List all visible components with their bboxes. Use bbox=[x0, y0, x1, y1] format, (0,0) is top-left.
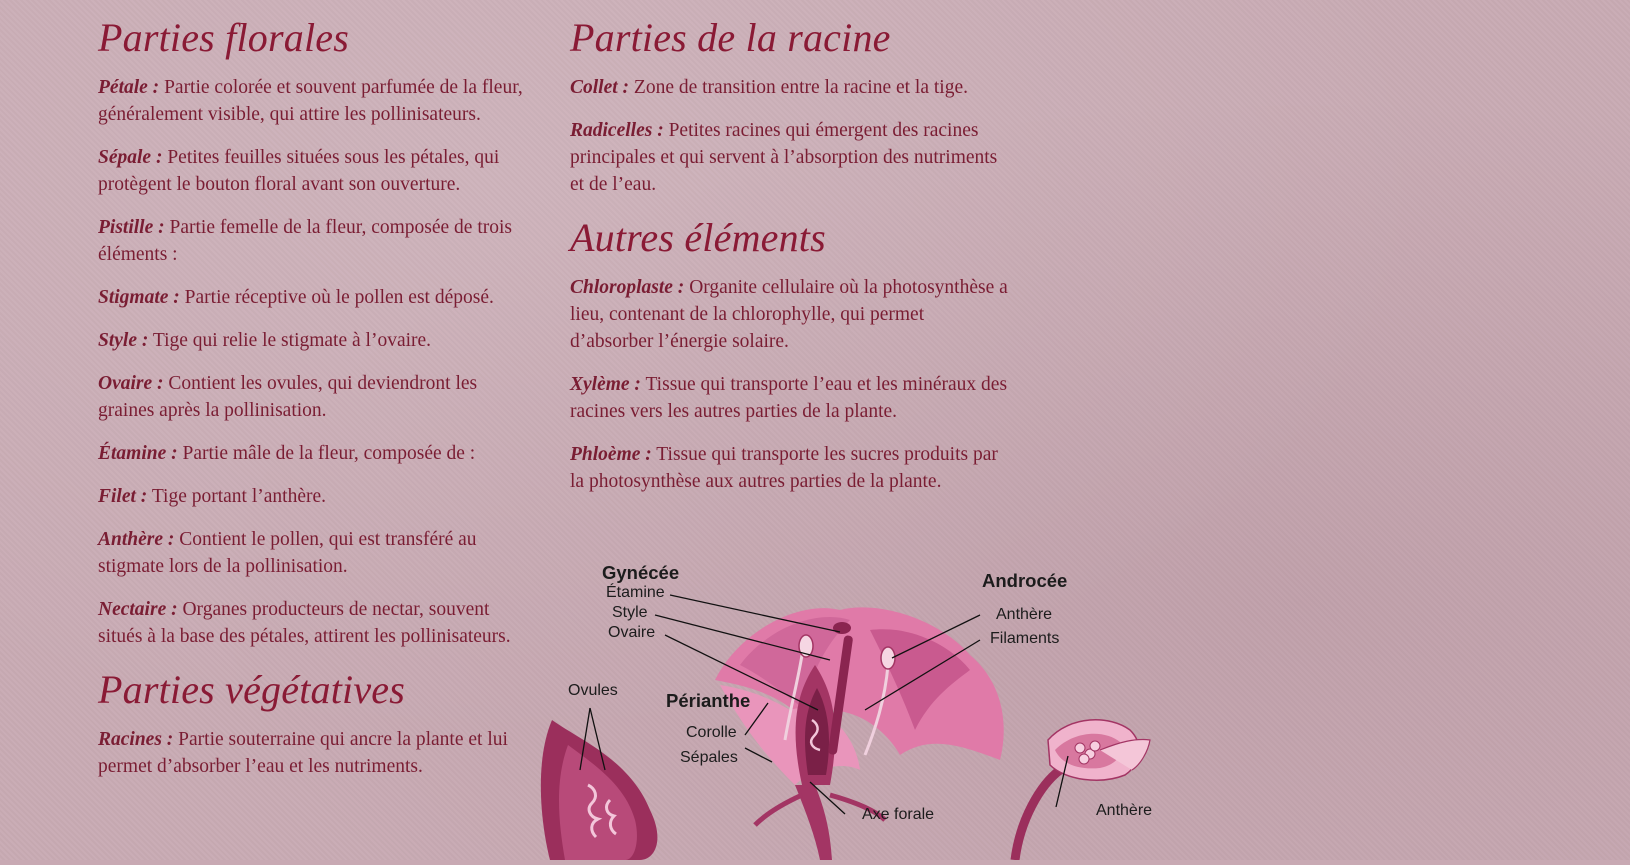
label-axe-florale: Axe forale bbox=[862, 806, 935, 823]
entry-term: Radicelles : bbox=[570, 120, 664, 141]
entry-petale bbox=[98, 74, 528, 128]
middle-column bbox=[570, 14, 1010, 511]
ovary-section-drawing bbox=[541, 720, 658, 860]
label-ovules: Ovules bbox=[568, 682, 618, 699]
entry-text: Tige qui relie le stigmate à l’ovaire. bbox=[148, 330, 432, 351]
label-corolle: Corolle bbox=[686, 724, 737, 741]
entry-anthere bbox=[98, 526, 528, 580]
entry-text: Petites feuilles situées sous les pétales, qui protègent le bouton floral avant son ouverture. bbox=[98, 147, 500, 195]
label-perianthe: Périanthe bbox=[666, 690, 751, 711]
section-title-racine: Parties de la racine bbox=[570, 15, 891, 60]
entry-term: Racines : bbox=[98, 729, 174, 750]
entry-term: Ovaire : bbox=[98, 373, 164, 394]
entry-term: Étamine : bbox=[98, 443, 178, 464]
entry-term: Chloroplaste : bbox=[570, 277, 685, 298]
label-anthere-closeup: Anthère bbox=[1096, 802, 1153, 819]
entry-text: Contient le pollen, qui est transféré au stigmate lors de la pollinisation. bbox=[98, 529, 477, 577]
section-title-vegetatives: Parties végétatives bbox=[98, 667, 406, 712]
entry-stigmate bbox=[98, 284, 528, 311]
entry-text: Contient les ovules, qui deviendront les graines après la pollinisation. bbox=[98, 373, 478, 421]
entry-text: Partie réceptive où le pollen est déposé. bbox=[179, 287, 494, 308]
label-filaments: Filaments bbox=[990, 630, 1060, 647]
label-androcee: Androcée bbox=[982, 570, 1068, 591]
entry-term: Sépale : bbox=[98, 147, 163, 168]
entry-filet bbox=[98, 483, 528, 510]
entry-term: Anthère : bbox=[98, 529, 175, 550]
entry-nectaire bbox=[98, 596, 528, 650]
entry-pistille bbox=[98, 214, 528, 268]
entry-xyleme bbox=[570, 371, 1010, 425]
entry-term: Filet : bbox=[98, 486, 148, 507]
entry-text: Partie mâle de la fleur, composée de : bbox=[177, 443, 476, 464]
entry-text: Tissue qui transporte les sucres produits par la photosynthèse aux autres parties de la plante. bbox=[570, 444, 998, 492]
label-etamine: Étamine bbox=[606, 584, 665, 601]
entry-phloeme bbox=[570, 441, 1010, 495]
entry-term: Xylème : bbox=[570, 374, 641, 395]
stamen-closeup-drawing bbox=[1015, 720, 1153, 860]
entry-text: Organes producteurs de nectar, souvent situés à la base des pétales, attirent les pollinisateurs. bbox=[98, 599, 511, 647]
section-title-autres: Autres éléments bbox=[570, 215, 826, 260]
entry-term: Pétale : bbox=[98, 77, 160, 98]
entry-text: Tige portant l’anthère. bbox=[147, 486, 327, 507]
entry-etamine bbox=[98, 440, 528, 467]
entry-text: Partie colorée et souvent parfumée de la fleur, généralement visible, qui attire les pollinisateurs. bbox=[98, 77, 523, 125]
entry-sepale bbox=[98, 144, 528, 198]
section-title-florales: Parties florales bbox=[98, 15, 349, 60]
entry-style bbox=[98, 327, 528, 354]
entry-text: Partie souterraine qui ancre la plante et lui permet d’absorber l’eau et les nutriments. bbox=[98, 729, 508, 777]
entry-text: Organite cellulaire où la photosynthèse a lieu, contenant de la chlorophylle, qui permet d’absorber l’énergie solaire. bbox=[570, 277, 1008, 352]
entry-term: Style : bbox=[98, 330, 149, 351]
entry-term: Pistille : bbox=[98, 217, 165, 238]
label-gynecee: Gynécée bbox=[602, 562, 680, 583]
flower-diagram bbox=[540, 562, 1220, 860]
entry-term: Phloème : bbox=[570, 444, 652, 465]
entry-collet bbox=[570, 74, 1010, 101]
main-flower-drawing bbox=[715, 607, 1004, 860]
label-ovaire: Ovaire bbox=[608, 624, 656, 641]
entry-term: Nectaire : bbox=[98, 599, 178, 620]
label-anthere: Anthère bbox=[996, 606, 1053, 623]
entry-ovaire bbox=[98, 370, 528, 424]
entry-text: Tissue qui transporte l’eau et les minéraux des racines vers les autres parties de la plante. bbox=[570, 374, 1008, 422]
left-column bbox=[98, 14, 528, 796]
entry-term: Stigmate : bbox=[98, 287, 180, 308]
entry-text: Zone de transition entre la racine et la tige. bbox=[629, 77, 968, 98]
entry-chloroplaste bbox=[570, 274, 1010, 355]
label-style: Style bbox=[612, 604, 648, 621]
entry-text: Partie femelle de la fleur, composée de trois éléments : bbox=[98, 217, 512, 265]
entry-text: Petites racines qui émergent des racines principales et qui servent à l’absorption des nutriments et de l’eau. bbox=[570, 120, 998, 195]
label-sepales: Sépales bbox=[680, 749, 738, 766]
entry-radicelles bbox=[570, 117, 1010, 198]
entry-term: Collet : bbox=[570, 77, 630, 98]
entry-racines bbox=[98, 726, 528, 780]
